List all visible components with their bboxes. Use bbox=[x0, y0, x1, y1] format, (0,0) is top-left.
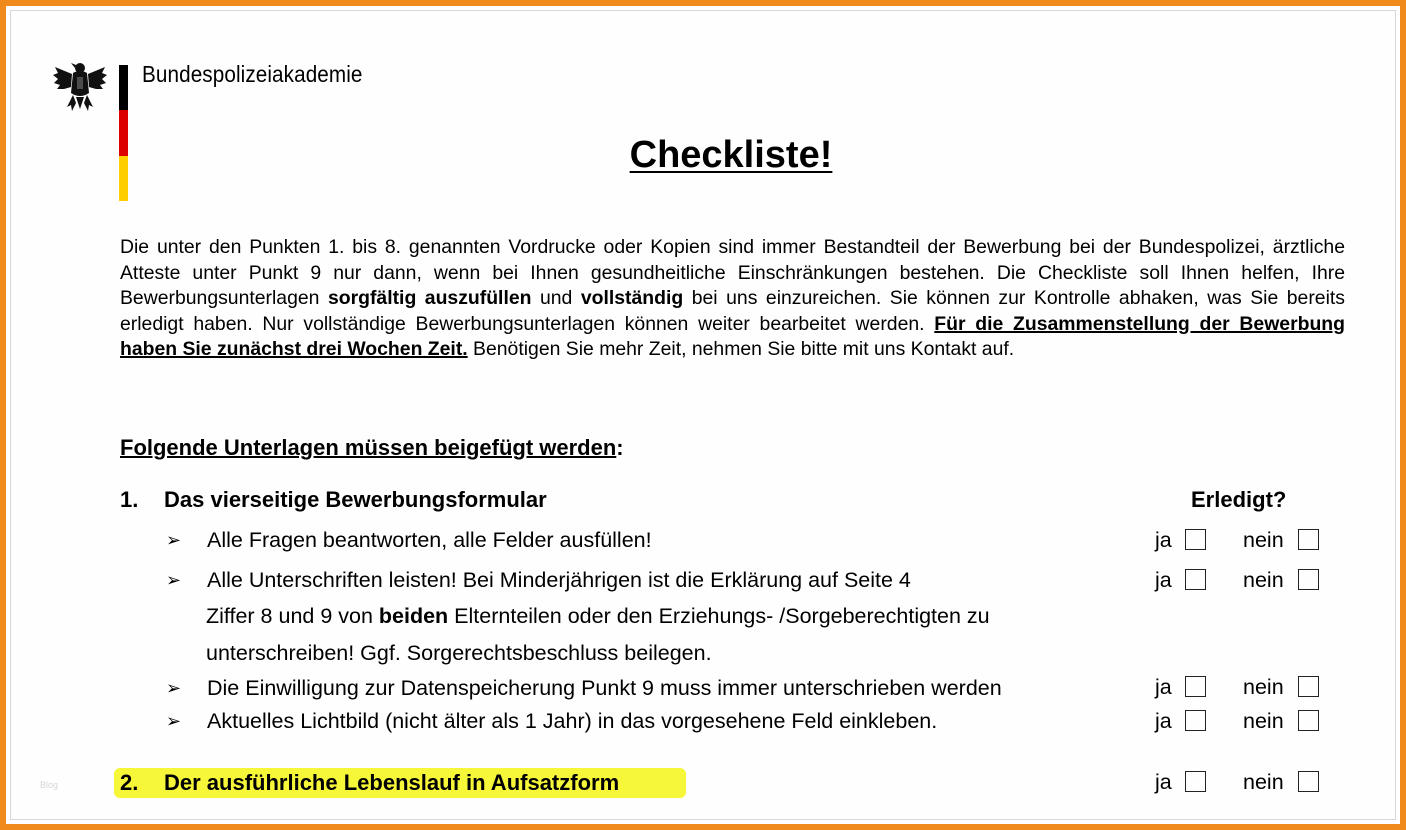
watermark-text: Blog bbox=[40, 780, 59, 790]
intro-bold-careful: sorgfältig auszufüllen bbox=[327, 287, 532, 310]
arrow-bullet-icon: ➢ bbox=[166, 570, 182, 590]
no-checkbox[interactable] bbox=[1298, 771, 1319, 792]
arrow-bullet-icon: ➢ bbox=[166, 678, 182, 698]
section-2-heading: 2. Der ausführliche Lebenslauf in Aufsatzform bbox=[120, 770, 620, 795]
no-checkbox[interactable] bbox=[1298, 529, 1319, 550]
federal-eagle-icon bbox=[51, 59, 109, 115]
completed-column-header: Erledigt? bbox=[1191, 487, 1287, 512]
yes-checkbox[interactable] bbox=[1185, 771, 1206, 792]
organization-name: Bundespolizeiakademie bbox=[142, 61, 363, 87]
arrow-bullet-icon: ➢ bbox=[166, 530, 182, 550]
section-heading: Folgende Unterlagen müssen beigefügt werden: bbox=[120, 435, 624, 460]
yes-checkbox[interactable] bbox=[1185, 529, 1206, 550]
yes-checkbox[interactable] bbox=[1185, 710, 1206, 731]
arrow-bullet-icon: ➢ bbox=[166, 711, 182, 731]
flag-bar bbox=[119, 65, 128, 201]
document-title: Checkliste! bbox=[629, 134, 833, 176]
intro-deadline-note: Für die Zusammenstellung der Bewerbung haben Sie zunächst drei Wochen Zeit. bbox=[120, 312, 1345, 361]
no-checkbox[interactable] bbox=[1298, 710, 1319, 731]
yes-checkbox[interactable] bbox=[1185, 569, 1206, 590]
flag-stripe-black bbox=[119, 65, 128, 110]
intro-bold-complete: vollständig bbox=[580, 287, 684, 310]
no-checkbox[interactable] bbox=[1298, 569, 1319, 590]
yes-checkbox[interactable] bbox=[1185, 676, 1206, 697]
no-checkbox[interactable] bbox=[1298, 676, 1319, 697]
section-1-heading: 1. Das vierseitige Bewerbungsformular bbox=[120, 487, 547, 512]
intro-paragraph: Die unter den Punkten 1. bis 8. genannten Vordrucke oder Kopien sind immer Bestandteil der Bewerbung bei der Bundespolizei, ärztliche Atteste unter Punkt 9 nur dann, wenn bei Ihnen gesundheitliche Einschränkungen bestehen. Die Checkliste soll Ihnen helfen, Ihre Bewerbungsunterlagen sorgfältig auszufüllen und vollständig bei uns einzureichen. Sie können zur Kontrolle abhaken, was Sie bereits erledigt haben. Nur vollständige Bewerbungsunterlagen können weiter bearbeitet werden. Für die Zusammenstellung der Bewerbung haben Sie zunächst drei Wochen Zeit. Benötigen Sie mehr Zeit, nehmen Sie bitte mit uns Kontakt auf. bbox=[120, 236, 1345, 361]
